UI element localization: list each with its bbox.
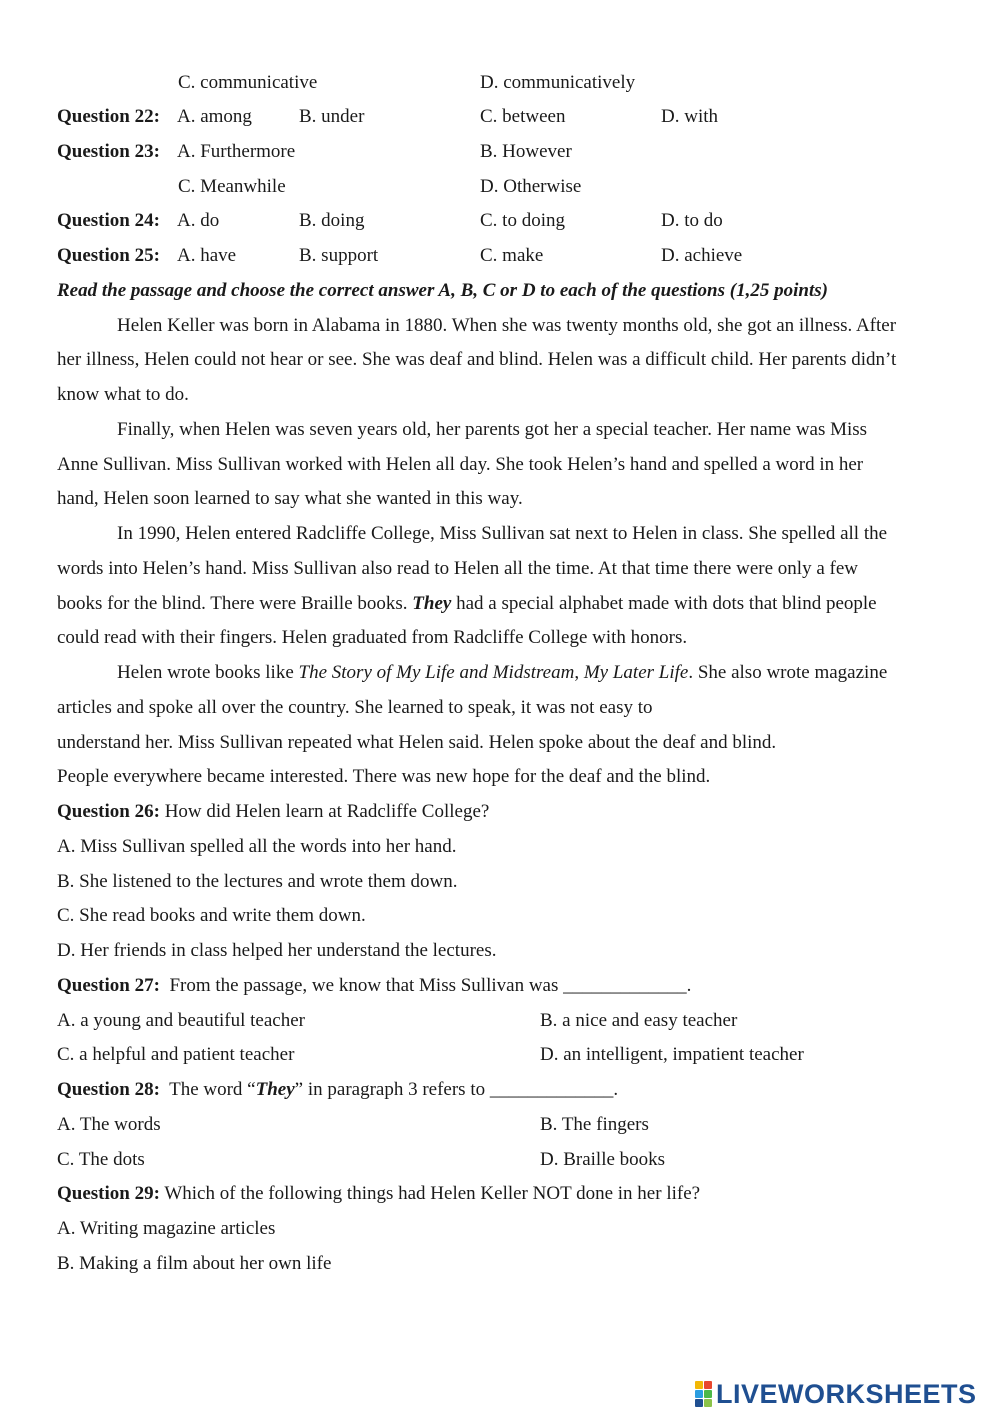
- q28-word: They: [255, 1079, 295, 1100]
- passage-word-they: They: [412, 593, 452, 614]
- q27-option-d: D. an intelligent, impatient teacher: [540, 1044, 804, 1065]
- passage-p4-line-1: [117, 661, 887, 685]
- q27-option-a: A. a young and beautiful teacher: [57, 1010, 305, 1031]
- logo-square-4: [704, 1390, 712, 1398]
- q23-label: Question 23:: [57, 141, 160, 162]
- passage-p3-line-1: In 1990, Helen entered Radcliffe College, Miss Sullivan sat next to Helen in class. She spelled all the: [117, 523, 888, 544]
- passage-p2-line-1: Finally, when Helen was seven years old, her parents got her a special teacher. Her name was Miss: [117, 419, 868, 440]
- passage-p1-line-1: Helen Keller was born in Alabama in 1880. When she was twenty months old, she got an illness. After: [117, 315, 897, 336]
- q27-text: From the passage, we know that Miss Sullivan was _____________.: [159, 975, 692, 996]
- passage-p2-line-3: hand, Helen soon learned to say what she wanted in this way.: [57, 488, 523, 509]
- passage-p4-line-1-a: Helen wrote books like: [117, 662, 299, 683]
- q26-option-d: D. Her friends in class helped her understand the lectures.: [57, 940, 497, 961]
- logo-square-5: [695, 1399, 703, 1407]
- q28-option-a: A. The words: [57, 1114, 161, 1135]
- passage-p3-line-3: [57, 592, 877, 616]
- q28-label: Question 28:: [57, 1079, 160, 1100]
- liveworksheets-logo: [695, 1378, 995, 1410]
- q27-option-c: C. a helpful and patient teacher: [57, 1044, 295, 1065]
- q26-stem: [57, 800, 489, 824]
- q29-label: Question 29:: [57, 1183, 160, 1204]
- q28-text-before: The word “: [159, 1079, 256, 1100]
- q28-stem: [57, 1078, 618, 1102]
- passage-p3-line-2: words into Helen’s hand. Miss Sullivan also read to Helen all the time. At that time there were only a few: [57, 558, 858, 579]
- q26-option-c: C. She read books and write them down.: [57, 905, 366, 926]
- q23-option-b: B. However: [480, 141, 572, 162]
- reading-instruction: Read the passage and choose the correct answer A, B, C or D to each of the questions (1,25 points): [57, 280, 828, 301]
- q24-option-c: C. to doing: [480, 210, 565, 231]
- q25-option-d: D. achieve: [661, 245, 743, 266]
- q21-option-c: C. communicative: [178, 72, 318, 93]
- q25-option-c: C. make: [480, 245, 544, 266]
- q24-option-d: D. to do: [661, 210, 723, 231]
- q26-option-b: B. She listened to the lectures and wrote them down.: [57, 871, 458, 892]
- liveworksheets-logo-text: LIVEWORKSHEETS: [716, 1378, 977, 1409]
- liveworksheets-logo-icon: [695, 1381, 712, 1407]
- logo-square-6: [704, 1399, 712, 1407]
- passage-p3-line-3-before: books for the blind. There were Braille books.: [57, 593, 413, 614]
- q22-option-d: D. with: [661, 106, 718, 127]
- logo-square-1: [695, 1381, 703, 1389]
- q27-stem: [57, 974, 691, 998]
- q23-option-a: A. Furthermore: [177, 141, 296, 162]
- q28-option-d: D. Braille books: [540, 1149, 666, 1170]
- q25-option-b: B. support: [299, 245, 379, 266]
- q23-option-d: D. Otherwise: [480, 176, 582, 197]
- q24-label: Question 24:: [57, 210, 160, 231]
- q24-option-b: B. doing: [299, 210, 365, 231]
- passage-p1-line-2: her illness, Helen could not hear or see. She was deaf and blind. Helen was a difficult child. Her parents didn’t: [57, 349, 897, 370]
- q27-label: Question 27:: [57, 975, 160, 996]
- logo-square-3: [695, 1390, 703, 1398]
- q25-label: Question 25:: [57, 245, 160, 266]
- book-title-1: The Story of My Life and Midstream: [298, 662, 575, 683]
- passage-p3-line-4: could read with their fingers. Helen graduated from Radcliffe College with honors.: [57, 627, 688, 648]
- passage-p4-line-2: articles and spoke all over the country. She learned to speak, it was not easy to: [57, 697, 653, 718]
- passage-p1-line-3: know what to do.: [57, 384, 189, 405]
- q29-option-a: A. Writing magazine articles: [57, 1218, 276, 1239]
- book-title-2: My Later Life: [583, 662, 689, 683]
- q26-option-a: A. Miss Sullivan spelled all the words into her hand.: [57, 836, 457, 857]
- q22-option-a: A. among: [177, 106, 252, 127]
- q29-option-b: B. Making a film about her own life: [57, 1253, 332, 1274]
- passage-p4-line-4: People everywhere became interested. There was new hope for the deaf and the blind.: [57, 766, 711, 787]
- q28-option-b: B. The fingers: [540, 1114, 649, 1135]
- passage-p3-line-3-after: had a special alphabet made with dots that blind people: [451, 593, 877, 614]
- passage-p4-comma: ,: [574, 662, 584, 683]
- passage-p2-line-2: Anne Sullivan. Miss Sullivan worked with Helen all day. She took Helen’s hand and spelled a word in her: [57, 454, 864, 475]
- passage-p4-line-3: understand her. Miss Sullivan repeated what Helen said. Helen spoke about the deaf and blind.: [57, 732, 777, 753]
- q24-option-a: A. do: [177, 210, 220, 231]
- q28-text-after: ” in paragraph 3 refers to _____________.: [294, 1079, 619, 1100]
- q23-option-c: C. Meanwhile: [178, 176, 286, 197]
- q25-option-a: A. have: [177, 245, 237, 266]
- q26-text: How did Helen learn at Radcliffe College?: [159, 801, 490, 822]
- passage-p4-line-1-b: . She also wrote magazine: [688, 662, 888, 683]
- q22-option-b: B. under: [299, 106, 365, 127]
- logo-square-2: [704, 1381, 712, 1389]
- q29-stem: [57, 1182, 700, 1206]
- q27-option-b: B. a nice and easy teacher: [540, 1010, 738, 1031]
- q22-label: Question 22:: [57, 106, 160, 127]
- q26-label: Question 26:: [57, 801, 160, 822]
- q28-option-c: C. The dots: [57, 1149, 145, 1170]
- q21-option-d: D. communicatively: [480, 72, 636, 93]
- q29-text: Which of the following things had Helen Keller NOT done in her life?: [159, 1183, 701, 1204]
- q22-option-c: C. between: [480, 106, 566, 127]
